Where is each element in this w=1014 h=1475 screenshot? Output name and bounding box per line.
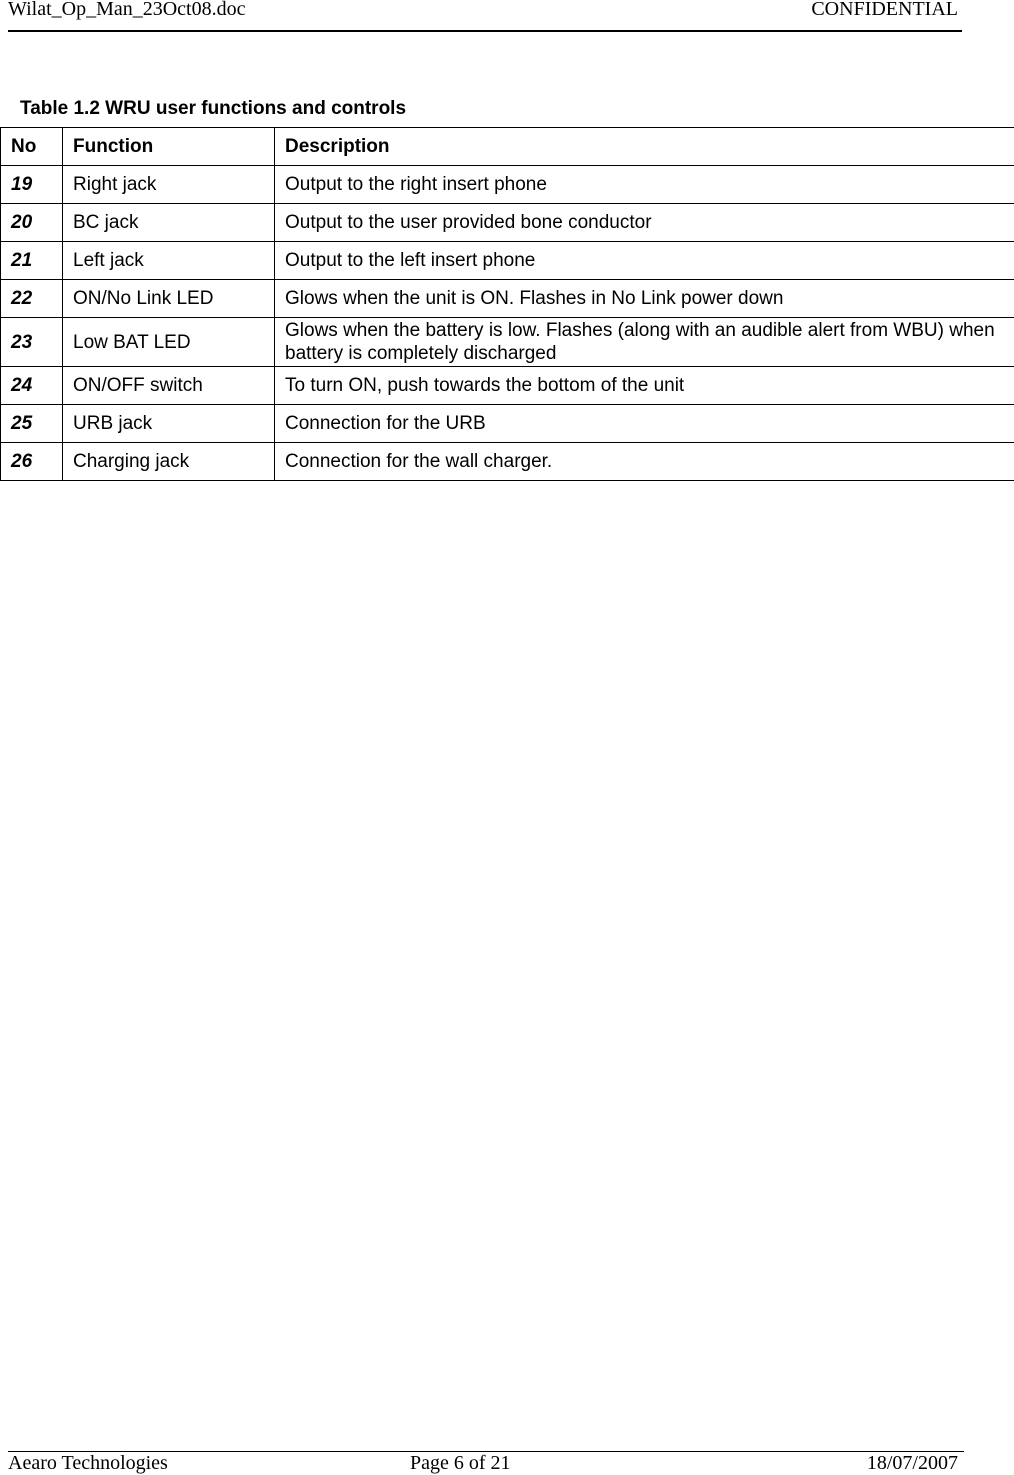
row-description: Output to the right insert phone: [275, 166, 1014, 204]
functions-table: [0, 127, 1014, 481]
document-date: 18/07/2007: [867, 1452, 958, 1475]
document-filename: Wilat_Op_Man_23Oct08.doc: [8, 0, 245, 21]
confidential-label: CONFIDENTIAL: [811, 0, 958, 21]
row-function: ON/No Link LED: [63, 280, 275, 318]
row-function: BC jack: [63, 204, 275, 242]
table-row: [1, 204, 1014, 242]
table-row: [1, 242, 1014, 280]
row-description: Connection for the wall charger.: [275, 443, 1014, 481]
row-description: Glows when the battery is low. Flashes (along with an audible alert from WBU) when battery is completely discharged: [275, 318, 1014, 367]
row-function: Left jack: [63, 242, 275, 280]
table-row: [1, 443, 1014, 481]
row-number: 23: [1, 318, 63, 367]
row-function: Right jack: [63, 166, 275, 204]
row-number: 24: [1, 367, 63, 405]
table-row: [1, 280, 1014, 318]
row-description: To turn ON, push towards the bottom of the unit: [275, 367, 1014, 405]
page-footer: [8, 1451, 964, 1475]
row-number: 19: [1, 166, 63, 204]
column-header-function: Function: [63, 128, 275, 166]
row-number: 20: [1, 204, 63, 242]
row-function: Charging jack: [63, 443, 275, 481]
page-header: [8, 0, 962, 32]
row-number: 26: [1, 443, 63, 481]
table-title: Table 1.2 WRU user functions and controls: [20, 98, 406, 120]
table-row: [1, 166, 1014, 204]
row-description: Glows when the unit is ON. Flashes in No Link power down: [275, 280, 1014, 318]
row-function: ON/OFF switch: [63, 367, 275, 405]
row-number: 21: [1, 242, 63, 280]
row-function: URB jack: [63, 405, 275, 443]
column-header-description: Description: [275, 128, 1014, 166]
row-description: Connection for the URB: [275, 405, 1014, 443]
table-row: [1, 405, 1014, 443]
row-number: 25: [1, 405, 63, 443]
table-row: [1, 318, 1014, 367]
page-number: Page 6 of 21: [410, 1452, 511, 1475]
row-number: 22: [1, 280, 63, 318]
row-description: Output to the left insert phone: [275, 242, 1014, 280]
row-description: Output to the user provided bone conductor: [275, 204, 1014, 242]
column-header-no: No: [1, 128, 63, 166]
table-header-row: [1, 128, 1014, 166]
row-function: Low BAT LED: [63, 318, 275, 367]
company-name: Aearo Technologies: [8, 1452, 168, 1475]
table-row: [1, 367, 1014, 405]
